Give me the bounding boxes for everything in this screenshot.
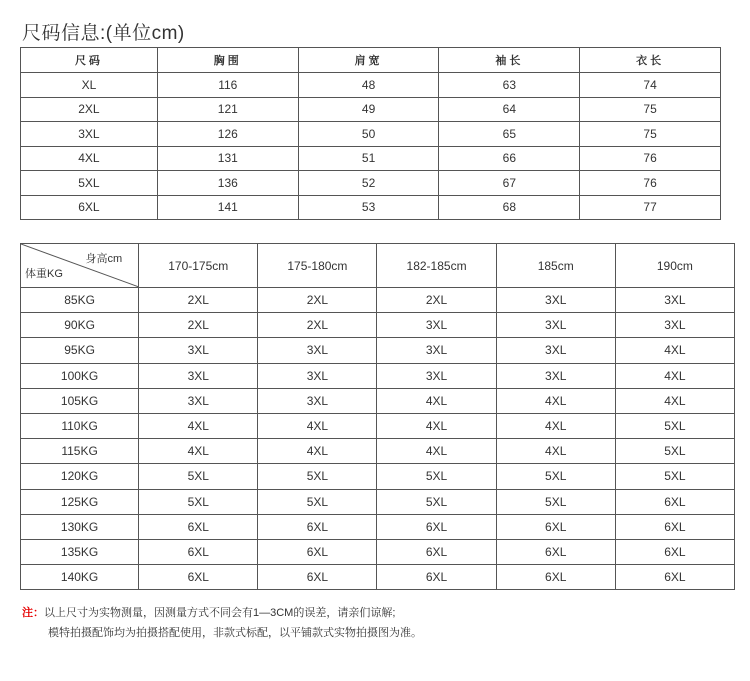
table-cell: 52 bbox=[298, 171, 439, 196]
table-cell: 5XL bbox=[377, 464, 496, 489]
table-cell: 6XL bbox=[377, 565, 496, 590]
table-row bbox=[21, 195, 721, 220]
table-row bbox=[21, 73, 721, 98]
table-cell: 66 bbox=[439, 146, 580, 171]
table-cell: 3XL bbox=[615, 313, 734, 338]
size-table-body bbox=[21, 73, 721, 220]
table-cell: 76 bbox=[580, 146, 721, 171]
table-cell: 6XL bbox=[496, 514, 615, 539]
weight-row-label: 120KG bbox=[21, 464, 139, 489]
weight-row-label: 105KG bbox=[21, 388, 139, 413]
table-cell: 4XL bbox=[496, 413, 615, 438]
table-cell: 75 bbox=[580, 97, 721, 122]
table-cell: 50 bbox=[298, 122, 439, 147]
weight-row-label: 130KG bbox=[21, 514, 139, 539]
corner-weight-label: 体重KG bbox=[25, 268, 63, 280]
table-cell: 51 bbox=[298, 146, 439, 171]
table-row bbox=[21, 413, 735, 438]
table-row bbox=[21, 439, 735, 464]
size-table bbox=[20, 47, 721, 220]
table-cell: 141 bbox=[157, 195, 298, 220]
table-cell: 6XL bbox=[496, 565, 615, 590]
table-row bbox=[21, 146, 721, 171]
table-cell: 4XL bbox=[21, 146, 158, 171]
table-cell: 6XL bbox=[377, 514, 496, 539]
table-cell: 49 bbox=[298, 97, 439, 122]
table-row bbox=[21, 489, 735, 514]
fit-table bbox=[20, 243, 735, 590]
table-cell: 75 bbox=[580, 122, 721, 147]
table-cell: 116 bbox=[157, 73, 298, 98]
size-table-header-row bbox=[21, 48, 721, 73]
table-row bbox=[21, 565, 735, 590]
table-row bbox=[21, 122, 721, 147]
table-cell: 2XL bbox=[21, 97, 158, 122]
table-cell: 63 bbox=[439, 73, 580, 98]
table-cell: 4XL bbox=[377, 388, 496, 413]
table-cell: 3XL bbox=[139, 388, 258, 413]
table-cell: 48 bbox=[298, 73, 439, 98]
table-cell: 5XL bbox=[496, 489, 615, 514]
table-cell: 5XL bbox=[615, 413, 734, 438]
table-cell: 3XL bbox=[21, 122, 158, 147]
table-row bbox=[21, 288, 735, 313]
table-cell: 4XL bbox=[615, 338, 734, 363]
weight-row-label: 100KG bbox=[21, 363, 139, 388]
table-cell: 5XL bbox=[21, 171, 158, 196]
weight-row-label: 115KG bbox=[21, 439, 139, 464]
table-cell: 6XL bbox=[139, 514, 258, 539]
table-cell: 4XL bbox=[496, 439, 615, 464]
table-cell: 3XL bbox=[139, 338, 258, 363]
height-column-header: 182-185cm bbox=[377, 244, 496, 288]
table-cell: 5XL bbox=[258, 489, 377, 514]
table-cell: 3XL bbox=[258, 363, 377, 388]
table-cell: 3XL bbox=[258, 388, 377, 413]
table-cell: 5XL bbox=[139, 464, 258, 489]
table-cell: 131 bbox=[157, 146, 298, 171]
table-cell: 76 bbox=[580, 171, 721, 196]
fit-table-body bbox=[21, 288, 735, 590]
size-table-header-cell: 尺码 bbox=[21, 48, 158, 73]
table-row bbox=[21, 97, 721, 122]
table-cell: 3XL bbox=[615, 288, 734, 313]
table-cell: 3XL bbox=[258, 338, 377, 363]
table-cell: 3XL bbox=[139, 363, 258, 388]
table-row bbox=[21, 464, 735, 489]
table-cell: 4XL bbox=[615, 388, 734, 413]
size-table-header-cell: 衣长 bbox=[580, 48, 721, 73]
table-cell: 3XL bbox=[377, 363, 496, 388]
size-table-header-cell: 胸围 bbox=[157, 48, 298, 73]
table-cell: 6XL bbox=[258, 539, 377, 564]
table-cell: 5XL bbox=[377, 489, 496, 514]
table-cell: 136 bbox=[157, 171, 298, 196]
table-cell: 68 bbox=[439, 195, 580, 220]
fit-table-corner-cell bbox=[21, 244, 139, 288]
height-column-header: 175-180cm bbox=[258, 244, 377, 288]
weight-row-label: 125KG bbox=[21, 489, 139, 514]
note-prefix: 注： bbox=[22, 607, 44, 619]
weight-row-label: 95KG bbox=[21, 338, 139, 363]
height-column-header: 185cm bbox=[496, 244, 615, 288]
table-cell: 6XL bbox=[139, 565, 258, 590]
table-cell: 6XL bbox=[377, 539, 496, 564]
table-cell: 5XL bbox=[496, 464, 615, 489]
weight-row-label: 85KG bbox=[21, 288, 139, 313]
table-row bbox=[21, 363, 735, 388]
weight-row-label: 90KG bbox=[21, 313, 139, 338]
table-cell: 4XL bbox=[496, 388, 615, 413]
table-row bbox=[21, 171, 721, 196]
table-row bbox=[21, 388, 735, 413]
table-cell: 6XL bbox=[258, 565, 377, 590]
fit-table-header-row bbox=[21, 244, 735, 288]
table-cell: 74 bbox=[580, 73, 721, 98]
table-cell: 126 bbox=[157, 122, 298, 147]
height-column-header: 170-175cm bbox=[139, 244, 258, 288]
table-cell: 6XL bbox=[496, 539, 615, 564]
table-cell: 5XL bbox=[258, 464, 377, 489]
table-cell: 4XL bbox=[139, 413, 258, 438]
note-line-1 bbox=[22, 604, 395, 620]
table-row bbox=[21, 539, 735, 564]
table-cell: 6XL bbox=[615, 539, 734, 564]
table-cell: 6XL bbox=[615, 514, 734, 539]
table-cell: 4XL bbox=[258, 439, 377, 464]
table-cell: 3XL bbox=[496, 313, 615, 338]
table-cell: 4XL bbox=[258, 413, 377, 438]
table-cell: 2XL bbox=[258, 288, 377, 313]
weight-row-label: 140KG bbox=[21, 565, 139, 590]
table-row bbox=[21, 338, 735, 363]
table-cell: 6XL bbox=[258, 514, 377, 539]
table-cell: 65 bbox=[439, 122, 580, 147]
table-cell: XL bbox=[21, 73, 158, 98]
note-text-1: 以上尺寸为实物测量，因测量方式不同会有1—3CM的误差，请亲们谅解; bbox=[44, 607, 396, 619]
table-cell: 6XL bbox=[615, 565, 734, 590]
table-cell: 64 bbox=[439, 97, 580, 122]
weight-row-label: 135KG bbox=[21, 539, 139, 564]
table-cell: 67 bbox=[439, 171, 580, 196]
table-cell: 2XL bbox=[139, 313, 258, 338]
table-row bbox=[21, 514, 735, 539]
height-column-header: 190cm bbox=[615, 244, 734, 288]
table-cell: 6XL bbox=[139, 539, 258, 564]
table-cell: 4XL bbox=[377, 439, 496, 464]
table-cell: 5XL bbox=[139, 489, 258, 514]
note-line-2: 模特拍摄配饰均为拍摄搭配使用，非款式标配，以平铺款式实物拍摄图为准。 bbox=[48, 627, 422, 639]
table-cell: 5XL bbox=[615, 464, 734, 489]
table-cell: 5XL bbox=[615, 439, 734, 464]
table-cell: 3XL bbox=[377, 313, 496, 338]
page-title: 尺码信息:(单位cm) bbox=[22, 23, 185, 44]
table-cell: 4XL bbox=[139, 439, 258, 464]
table-cell: 4XL bbox=[615, 363, 734, 388]
table-cell: 3XL bbox=[377, 338, 496, 363]
table-cell: 2XL bbox=[377, 288, 496, 313]
table-cell: 121 bbox=[157, 97, 298, 122]
table-cell: 3XL bbox=[496, 338, 615, 363]
table-cell: 3XL bbox=[496, 363, 615, 388]
table-cell: 77 bbox=[580, 195, 721, 220]
table-cell: 3XL bbox=[496, 288, 615, 313]
table-cell: 4XL bbox=[377, 413, 496, 438]
table-cell: 6XL bbox=[21, 195, 158, 220]
table-cell: 53 bbox=[298, 195, 439, 220]
weight-row-label: 110KG bbox=[21, 413, 139, 438]
table-cell: 6XL bbox=[615, 489, 734, 514]
table-cell: 2XL bbox=[139, 288, 258, 313]
size-table-header-cell: 肩宽 bbox=[298, 48, 439, 73]
size-table-header-cell: 袖长 bbox=[439, 48, 580, 73]
corner-height-label: 身高cm bbox=[85, 253, 123, 265]
table-cell: 2XL bbox=[258, 313, 377, 338]
table-row bbox=[21, 313, 735, 338]
